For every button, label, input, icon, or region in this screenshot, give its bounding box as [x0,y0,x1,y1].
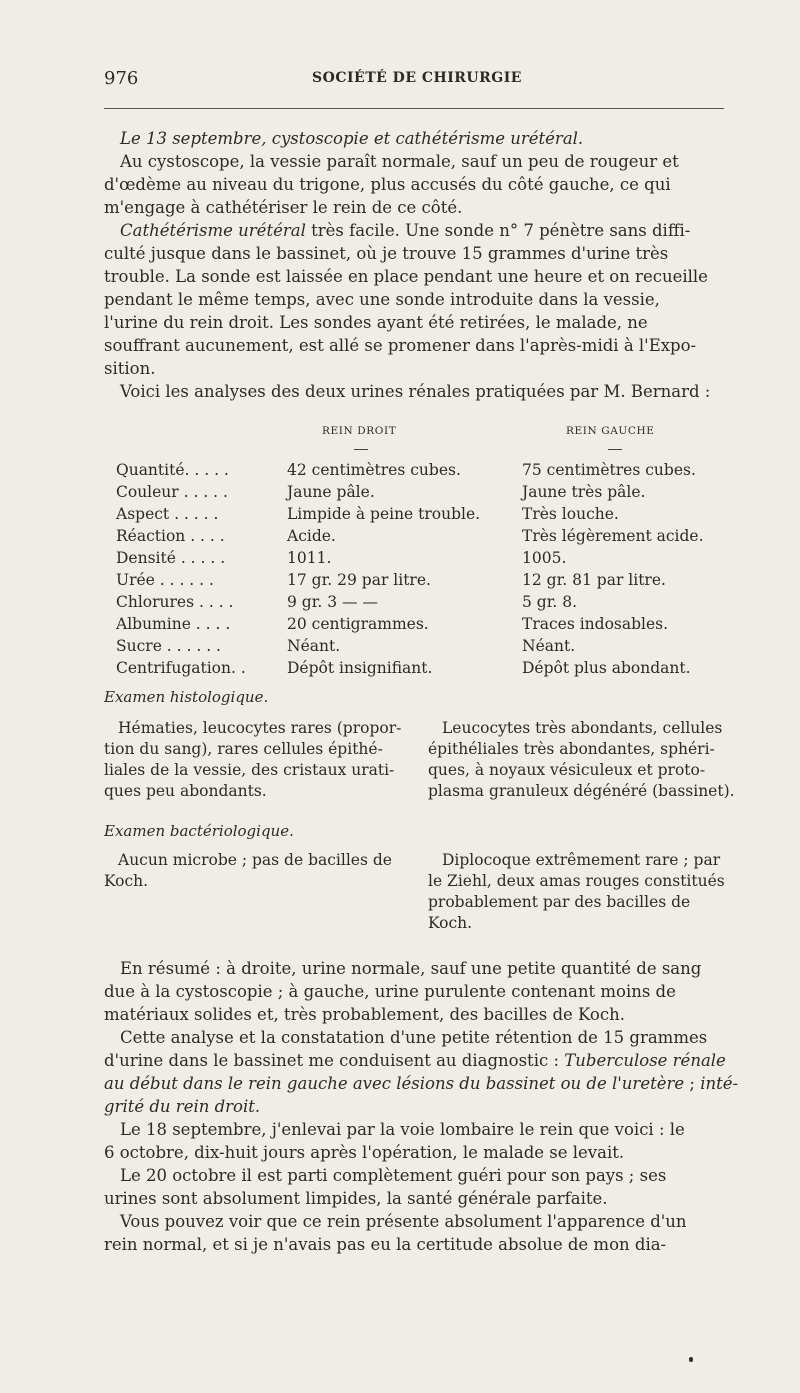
text-line: épithéliales très abondantes, sphéri- [428,740,715,758]
left-kidney-value: Traces indosables. [522,615,669,633]
table-row [104,615,728,637]
bacteriology-left-kidney [428,850,728,934]
right-kidney-value: Néant. [287,637,341,655]
text-line [104,1072,739,1095]
text-line: souffrant aucunement, est allé se promener dans l'après-midi à l'Expo- [104,336,697,355]
table-row [104,483,728,505]
text-line: Diplocoque extrêmement rare ; par [442,851,721,869]
text-line: due à la cystoscopie ; à gauche, urine purulente contenant moins de [104,982,676,1001]
row-label: Chlorures . . . . [116,593,234,611]
table-row [104,659,728,681]
intro-section [104,127,728,403]
text-line: Au cystoscope, la vessie paraît normale, sauf un peu de rougeur et [120,152,679,171]
text-line: Leucocytes très abondants, cellules [442,719,723,737]
text-line: matériaux solides et, très probablement, des bacilles de Koch. [104,1005,625,1024]
text-line: urines sont absolument limpides, la santé générale parfaite. [104,1189,608,1208]
text-line: Cette analyse et la constatation d'une petite rétention de 15 grammes [120,1028,708,1047]
text-line: Koch. [104,872,149,890]
table-row [104,505,728,527]
text-line: d'œdème au niveau du trigone, plus accusés du côté gauche, ce qui [104,175,671,194]
left-kidney-value: Néant. [522,637,576,655]
running-head: SOCIÉTÉ DE CHIRURGIE [312,70,522,86]
text-line: liales de la vessie, des cristaux urati- [104,761,395,779]
right-kidney-value: 42 centimètres cubes. [287,461,461,479]
right-kidney-value: 17 gr. 29 par litre. [287,571,431,589]
left-kidney-value: Très légèrement acide. [522,527,704,545]
table-row [104,549,728,571]
bacteriology-right-kidney [104,850,404,892]
left-kidney-value: Très louche. [522,505,619,523]
text-line: Le 18 septembre, j'enlevai par la voie lombaire le rein que voici : le [120,1120,685,1139]
right-kidney-value: Jaune pâle. [287,483,375,501]
text-line: ques peu abondants. [104,782,267,800]
header-rule [104,108,724,109]
col-dash [354,449,368,450]
diagnosis-italic: au début dans le rein gauche avec lésions du bassinet ou de l'uretère [104,1074,685,1093]
histology-heading: Examen histologique. [104,688,269,706]
text-line: Le 20 octobre il est parti complètement guéri pour son pays ; ses [120,1166,667,1185]
row-label: Centrifugation. . [116,659,246,677]
table-row [104,637,728,659]
text-line: culté jusque dans le bassinet, où je trouve 15 grammes d'urine très [104,244,669,263]
text-line: rein normal, et si je n'avais pas eu la certitude absolue de mon dia- [104,1235,667,1254]
text-line: Vous pouvez voir que ce rein présente absolument l'apparence d'un [120,1212,687,1231]
printer-mark [689,1357,693,1362]
diagnosis-italic: Tuberculose rénale [564,1051,726,1070]
left-kidney-value: 5 gr. 8. [522,593,578,611]
diagnosis-italic: inté- [700,1074,739,1093]
left-kidney-value: Jaune très pâle. [522,483,646,501]
right-kidney-value: 1011. [287,549,332,567]
text-line: le Ziehl, deux amas rouges constitués [428,872,725,890]
text-line: tion du sang), rares cellules épithé- [104,740,383,758]
row-label: Sucre . . . . . . [116,637,221,655]
conclusion-section [104,957,739,1256]
left-kidney-value: Dépôt plus abondant. [522,659,691,677]
text-fragment: d'urine dans le bassinet me conduisent au diagnostic : [104,1051,565,1070]
row-label: Réaction . . . . [116,527,225,545]
text-line: Hématies, leucocytes rares (propor- [118,719,402,737]
text-line: 6 octobre, dix-huit jours après l'opération, le malade se levait. [104,1143,625,1162]
left-kidney-value: 75 centimètres cubes. [522,461,696,479]
left-kidney-value: 12 gr. 81 par litre. [522,571,666,589]
right-kidney-value: Acide. [287,527,336,545]
row-label: Densité . . . . . [116,549,226,567]
text-line: Aucun microbe ; pas de bacilles de [118,851,392,869]
right-kidney-value: Dépôt insignifiant. [287,659,433,677]
right-kidney-value: 9 gr. 3 — — [287,593,378,611]
histology-left-kidney [428,718,735,802]
table-row [104,527,728,549]
text-line [104,219,728,242]
row-label: Quantité. . . . . [116,461,229,479]
text-line: Voici les analyses des deux urines rénales pratiquées par M. Bernard : [120,382,711,401]
cath-italic: Cathétérisme urétéral [120,221,306,240]
text-line: l'urine du rein droit. Les sondes ayant été retirées, le malade, ne [104,313,648,332]
text-fragment: ; [684,1074,701,1093]
diagnosis-italic: grité du rein droit. [104,1097,261,1116]
col-dash [608,449,622,450]
row-label: Couleur . . . . . [116,483,228,501]
text-line: trouble. La sonde est laissée en place pendant une heure et on recueille [104,267,708,286]
left-kidney-value: 1005. [522,549,567,567]
text-line: probablement par des bacilles de [428,893,691,911]
table-row [104,571,728,593]
page-header [104,68,730,92]
table-row [104,461,728,483]
text-line [104,1049,728,1072]
row-label: Albumine . . . . [116,615,231,633]
text-line: pendant le même temps, avec une sonde introduite dans la vessie, [104,290,660,309]
text-line: En résumé : à droite, urine normale, sauf une petite quantité de sang [120,959,702,978]
row-label: Aspect . . . . . [116,505,219,523]
bacteriology-heading: Examen bactériologique. [104,822,294,840]
right-kidney-value: Limpide à peine trouble. [287,505,481,523]
right-kidney-value: 20 centigrammes. [287,615,429,633]
col-header-left-kidney: REIN GAUCHE [566,425,655,437]
table-row [104,593,728,615]
text-line: sition. [104,359,156,378]
histology-right-kidney [104,718,404,802]
text-line: Koch. [428,914,473,932]
cath-first: très facile. Une sonde n° 7 pénètre sans diffi- [305,221,691,240]
intro-title: Le 13 septembre, cystoscopie et cathétérisme urétéral. [120,129,584,148]
row-label: Urée . . . . . . [116,571,214,589]
text-line: m'engage à cathétériser le rein de ce côté. [104,198,463,217]
page-number: 976 [104,68,139,89]
text-line: plasma granuleux dégénéré (bassinet). [428,782,735,800]
text-line: ques, à noyaux vésiculeux et proto- [428,761,706,779]
col-header-right-kidney: REIN DROIT [322,425,397,437]
